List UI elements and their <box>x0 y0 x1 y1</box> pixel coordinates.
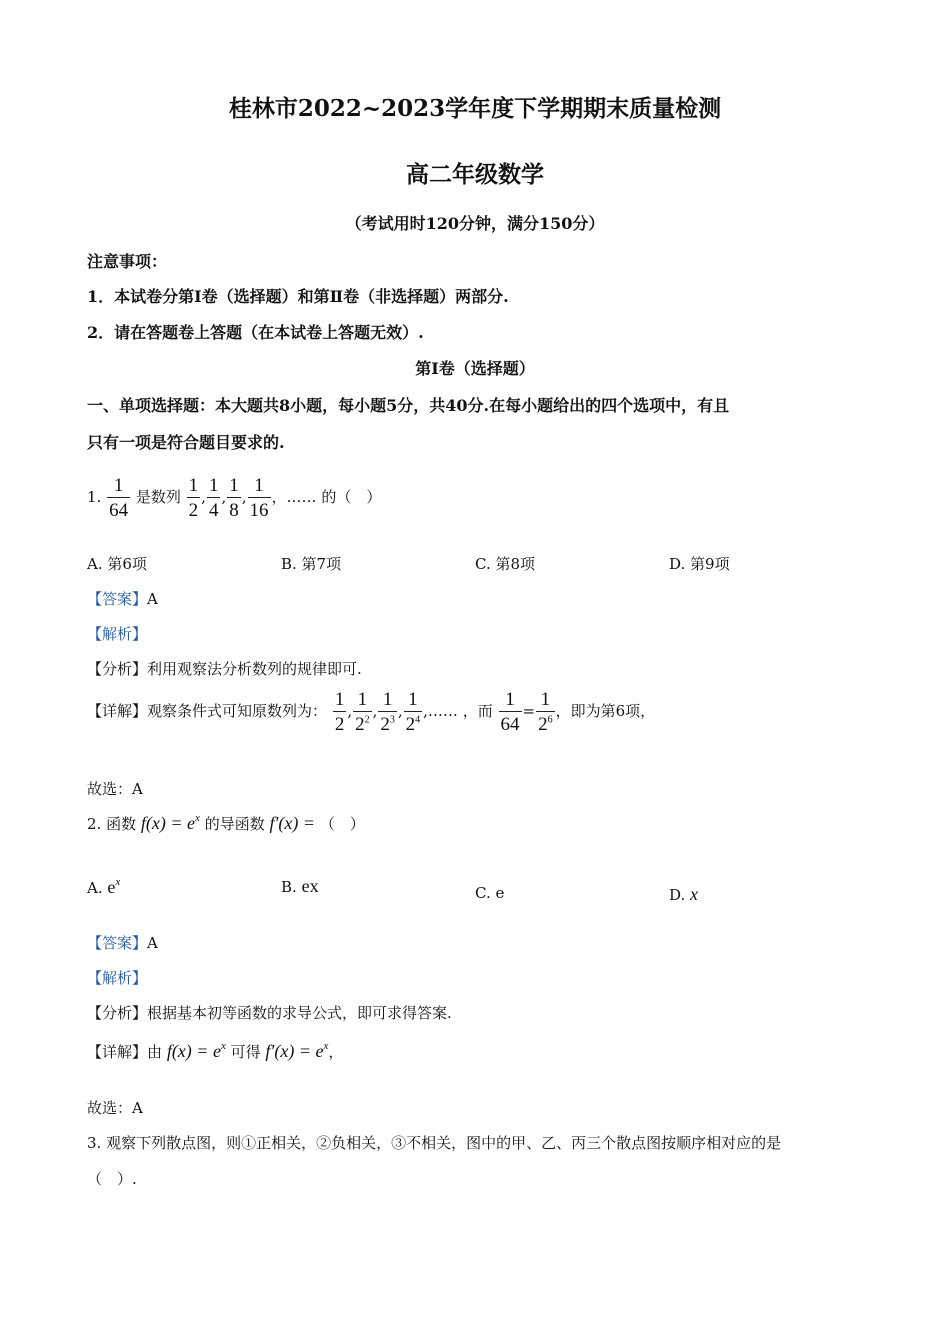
question-1-number: 1. <box>87 488 102 506</box>
question-3-line1: 3. 观察下列散点图，则①正相关，②负相关，③不相关，图中的甲、乙、丙三个散点图按顺序相对应的是 <box>87 1134 782 1152</box>
q1-answer: 【答案】A <box>87 590 158 608</box>
section-desc-line2: 只有一项是符合题目要求的. <box>87 433 285 452</box>
part1-heading: 第Ⅰ卷（选择题） <box>415 359 535 378</box>
q2-analysis-label: 【解析】 <box>87 969 148 987</box>
notes-item-2: 2．请在答题卷上答题（在本试卷上答题无效）. <box>87 323 424 342</box>
function-f: $f(x) = e^x$ <box>140 812 200 833</box>
q2-fenxi: 【分析】根据基本初等函数的求导公式，即可求得答案. <box>87 1004 452 1022</box>
q2-option-a: A. $e^x$ <box>87 876 121 897</box>
q1-fenxi: 【分析】利用观察法分析数列的规律即可. <box>87 660 362 678</box>
q2-option-c: C. e <box>475 884 505 902</box>
q2-option-d: D. x <box>669 884 699 904</box>
q1-option-a: A. 第6项 <box>87 555 147 573</box>
notes-heading: 注意事项： <box>87 252 168 271</box>
question-2: 2. 函数 $f(x) = e^x$ 的导函数 f′(x) = （ ） <box>87 812 365 833</box>
q1-choose: 故选：A <box>87 780 143 798</box>
exam-info: （考试用时120分钟，满分150分） <box>345 214 605 233</box>
q1-option-b: B. 第7项 <box>281 555 342 573</box>
q2-option-b: B. ex <box>281 876 319 896</box>
q1-option-d: D. 第9项 <box>669 555 730 573</box>
q2-choose: 故选：A <box>87 1099 143 1117</box>
question-1: 1. $\frac{1}{64}$ 是数列 $\frac{1}{2}$ , $\frac{1}{4}$ , $\frac{1}{8}$ , $\frac{1}{16}$ ，…… 的（ ） <box>87 475 382 521</box>
q1-analysis-label: 【解析】 <box>87 625 148 643</box>
q2-answer: 【答案】A <box>87 934 158 952</box>
notes-item-1: 1．本试卷分第Ⅰ卷（选择题）和第Ⅱ卷（非选择题）两部分. <box>87 287 509 306</box>
q2-detail: 【详解】由 $f(x) = e^x$ 可得 $f'(x) = e^x$， <box>87 1040 344 1061</box>
question-1-end: 的（ ） <box>321 488 382 506</box>
question-1-text: 是数列 <box>135 488 181 506</box>
q1-option-c: C. 第8项 <box>475 555 536 573</box>
function-f-prime: f′(x) = <box>269 813 316 833</box>
question-3-line2: （ ）. <box>87 1170 137 1188</box>
q1-detail: 【详解】观察条件式可知原数列为： $\frac{1}{2}$ , $\frac{1}{2^2}$ , $\frac{1}{2^3}$ , $\frac{1}{2^4}$ ,…… ，而 $\frac{1}{64}$ = $\frac{1}{2^6}$ ，即为第6项， <box>87 689 656 735</box>
sequence-ellipsis: ，…… <box>271 488 317 506</box>
exam-title: 桂林市2022~2023学年度下学期期末质量检测 <box>228 95 722 122</box>
section-desc-line1: 一、单项选择题：本大题共8小题，每小题5分，共40分.在每小题给出的四个选项中，有且 <box>87 396 730 415</box>
target-fraction: $\frac{1}{64}$ <box>109 475 129 521</box>
exam-subject: 高二年级数学 <box>406 161 544 188</box>
